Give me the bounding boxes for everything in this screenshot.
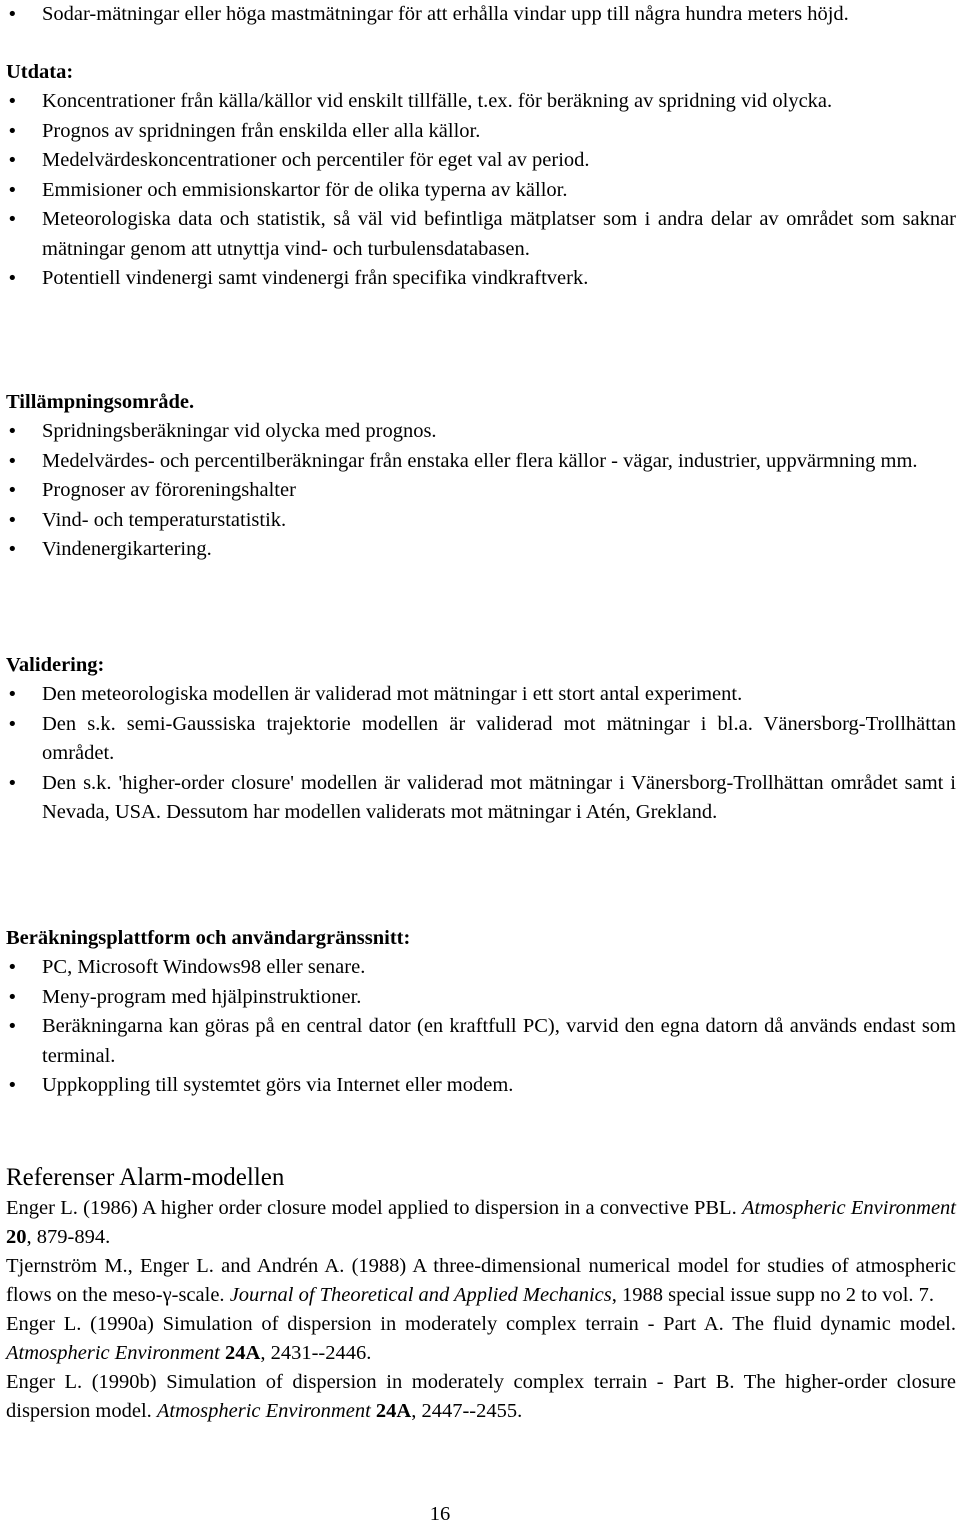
list-item: • Medelvärdeskoncentrationer och percentiler för eget val av period. <box>6 146 956 176</box>
list-item: • Medelvärdes- och percentilberäkningar från enstaka eller flera källor - vägar, industrier, uppvärmning mm. <box>6 447 956 477</box>
list-item: • Beräkningarna kan göras på en central dator (en kraftfull PC), varvid den egna datorn då används endast som terminal. <box>6 1012 956 1071</box>
intro-section <box>6 0 956 30</box>
bullet-icon: • <box>7 772 18 794</box>
references-section <box>6 1162 956 1426</box>
bullet-icon: • <box>7 684 18 705</box>
reference-entry: Enger L. (1990b) Simulation of dispersion in moderately complex terrain - Part B. The higher-order closure dispersion model. Atmospheric Environment 24A, 2447--2455. <box>6 1371 956 1422</box>
section-heading: Tillämpningsområde. <box>6 391 195 413</box>
bullet-icon: • <box>7 713 18 735</box>
bullet-icon: • <box>7 91 18 112</box>
section-heading: Validering: <box>6 654 105 676</box>
bullet-icon: • <box>7 421 18 442</box>
list-item: • Vindenergikartering. <box>6 535 956 565</box>
bullet-icon: • <box>7 268 18 289</box>
list-item: • Den s.k. semi-Gaussiska trajektorie modellen är validerad mot mätningar i bl.a. Vänersborg-Trollhättan området. <box>6 710 956 769</box>
bullet-icon: • <box>7 1075 18 1096</box>
section-heading: Utdata: <box>6 61 74 83</box>
list-item: • Koncentrationer från källa/källor vid enskilt tillfälle, t.ex. för beräkning av spridning vid olycka. <box>6 87 956 117</box>
validering-section <box>6 651 956 828</box>
list-item: • Den s.k. 'higher-order closure' modellen är validerad mot mätningar i Vänersborg-Trollhättan området samt i Nevada, USA. Dessutom har modellen validerats mot mätningar i Atén, Grekland. <box>6 769 956 828</box>
bullet-icon: • <box>7 150 18 171</box>
bullet-icon: • <box>7 179 18 201</box>
list-item: • Meteorologiska data och statistik, så väl vid befintliga mätplatser som i andra delar av området som saknar mätningar genom att utnyttja vind- och turbulensdatabasen. <box>6 205 956 264</box>
list-item: • Meny-program med hjälpinstruktioner. <box>6 983 956 1013</box>
list-item: • Vind- och temperaturstatistik. <box>6 506 956 536</box>
references-heading: Referenser Alarm-modellen <box>6 1164 285 1191</box>
reference-entry: Enger L. (1986) A higher order closure model applied to dispersion in a convective PBL. Atmospheric Environment 20, 879-894. <box>6 1197 957 1248</box>
bullet-icon: • <box>7 4 18 25</box>
utdata-section <box>6 58 956 294</box>
bullet-icon: • <box>7 450 18 472</box>
tillampning-list <box>6 417 956 565</box>
utdata-list <box>6 87 956 294</box>
list-item: • Sodar-mätningar eller höga mastmätningar för att erhålla vindar upp till några hundra meters höjd. <box>6 0 956 30</box>
list-item: • Den meteorologiska modellen är validerad mot mätningar i ett stort antal experiment. <box>6 680 956 710</box>
validering-list <box>6 680 956 828</box>
bullet-icon: • <box>7 957 18 978</box>
bullet-icon: • <box>7 539 18 560</box>
intro-list <box>6 0 956 30</box>
plattform-section <box>6 924 956 1101</box>
plattform-list <box>6 953 956 1101</box>
bullet-icon: • <box>7 120 18 142</box>
reference-entry: Enger L. (1990a) Simulation of dispersion in moderately complex terrain - Part A. The fluid dynamic model. Atmospheric Environment 24A, 2431--2446. <box>6 1313 956 1364</box>
reference-entry: Tjernström M., Enger L. and Andrén A. (1988) A three-dimensional numerical model for studies of atmospheric flows on the meso-γ-scale. Journal of Theoretical and Applied Mechanics, 1988 special issue supp no 2 to vol. 7. <box>6 1255 956 1306</box>
list-item: • Uppkoppling till systemtet görs via Internet eller modem. <box>6 1071 956 1101</box>
bullet-icon: • <box>7 209 18 230</box>
list-item: • Potentiell vindenergi samt vindenergi från specifika vindkraftverk. <box>6 264 956 294</box>
section-heading: Beräkningsplattform och användargränssnitt: <box>6 927 411 949</box>
list-item: • PC, Microsoft Windows98 eller senare. <box>6 953 956 983</box>
bullet-icon: • <box>7 480 18 501</box>
bullet-icon: • <box>7 509 18 531</box>
list-item: • Spridningsberäkningar vid olycka med prognos. <box>6 417 956 447</box>
list-item: • Prognos av spridningen från enskilda eller alla källor. <box>6 117 956 147</box>
bullet-icon: • <box>7 1016 18 1037</box>
tillampning-section <box>6 388 956 565</box>
list-item: • Emmisioner och emmisionskartor för de olika typerna av källor. <box>6 176 956 206</box>
page-number: 16 <box>429 1503 451 1525</box>
list-item: • Prognoser av föroreningshalter <box>6 476 956 506</box>
bullet-icon: • <box>7 986 18 1008</box>
